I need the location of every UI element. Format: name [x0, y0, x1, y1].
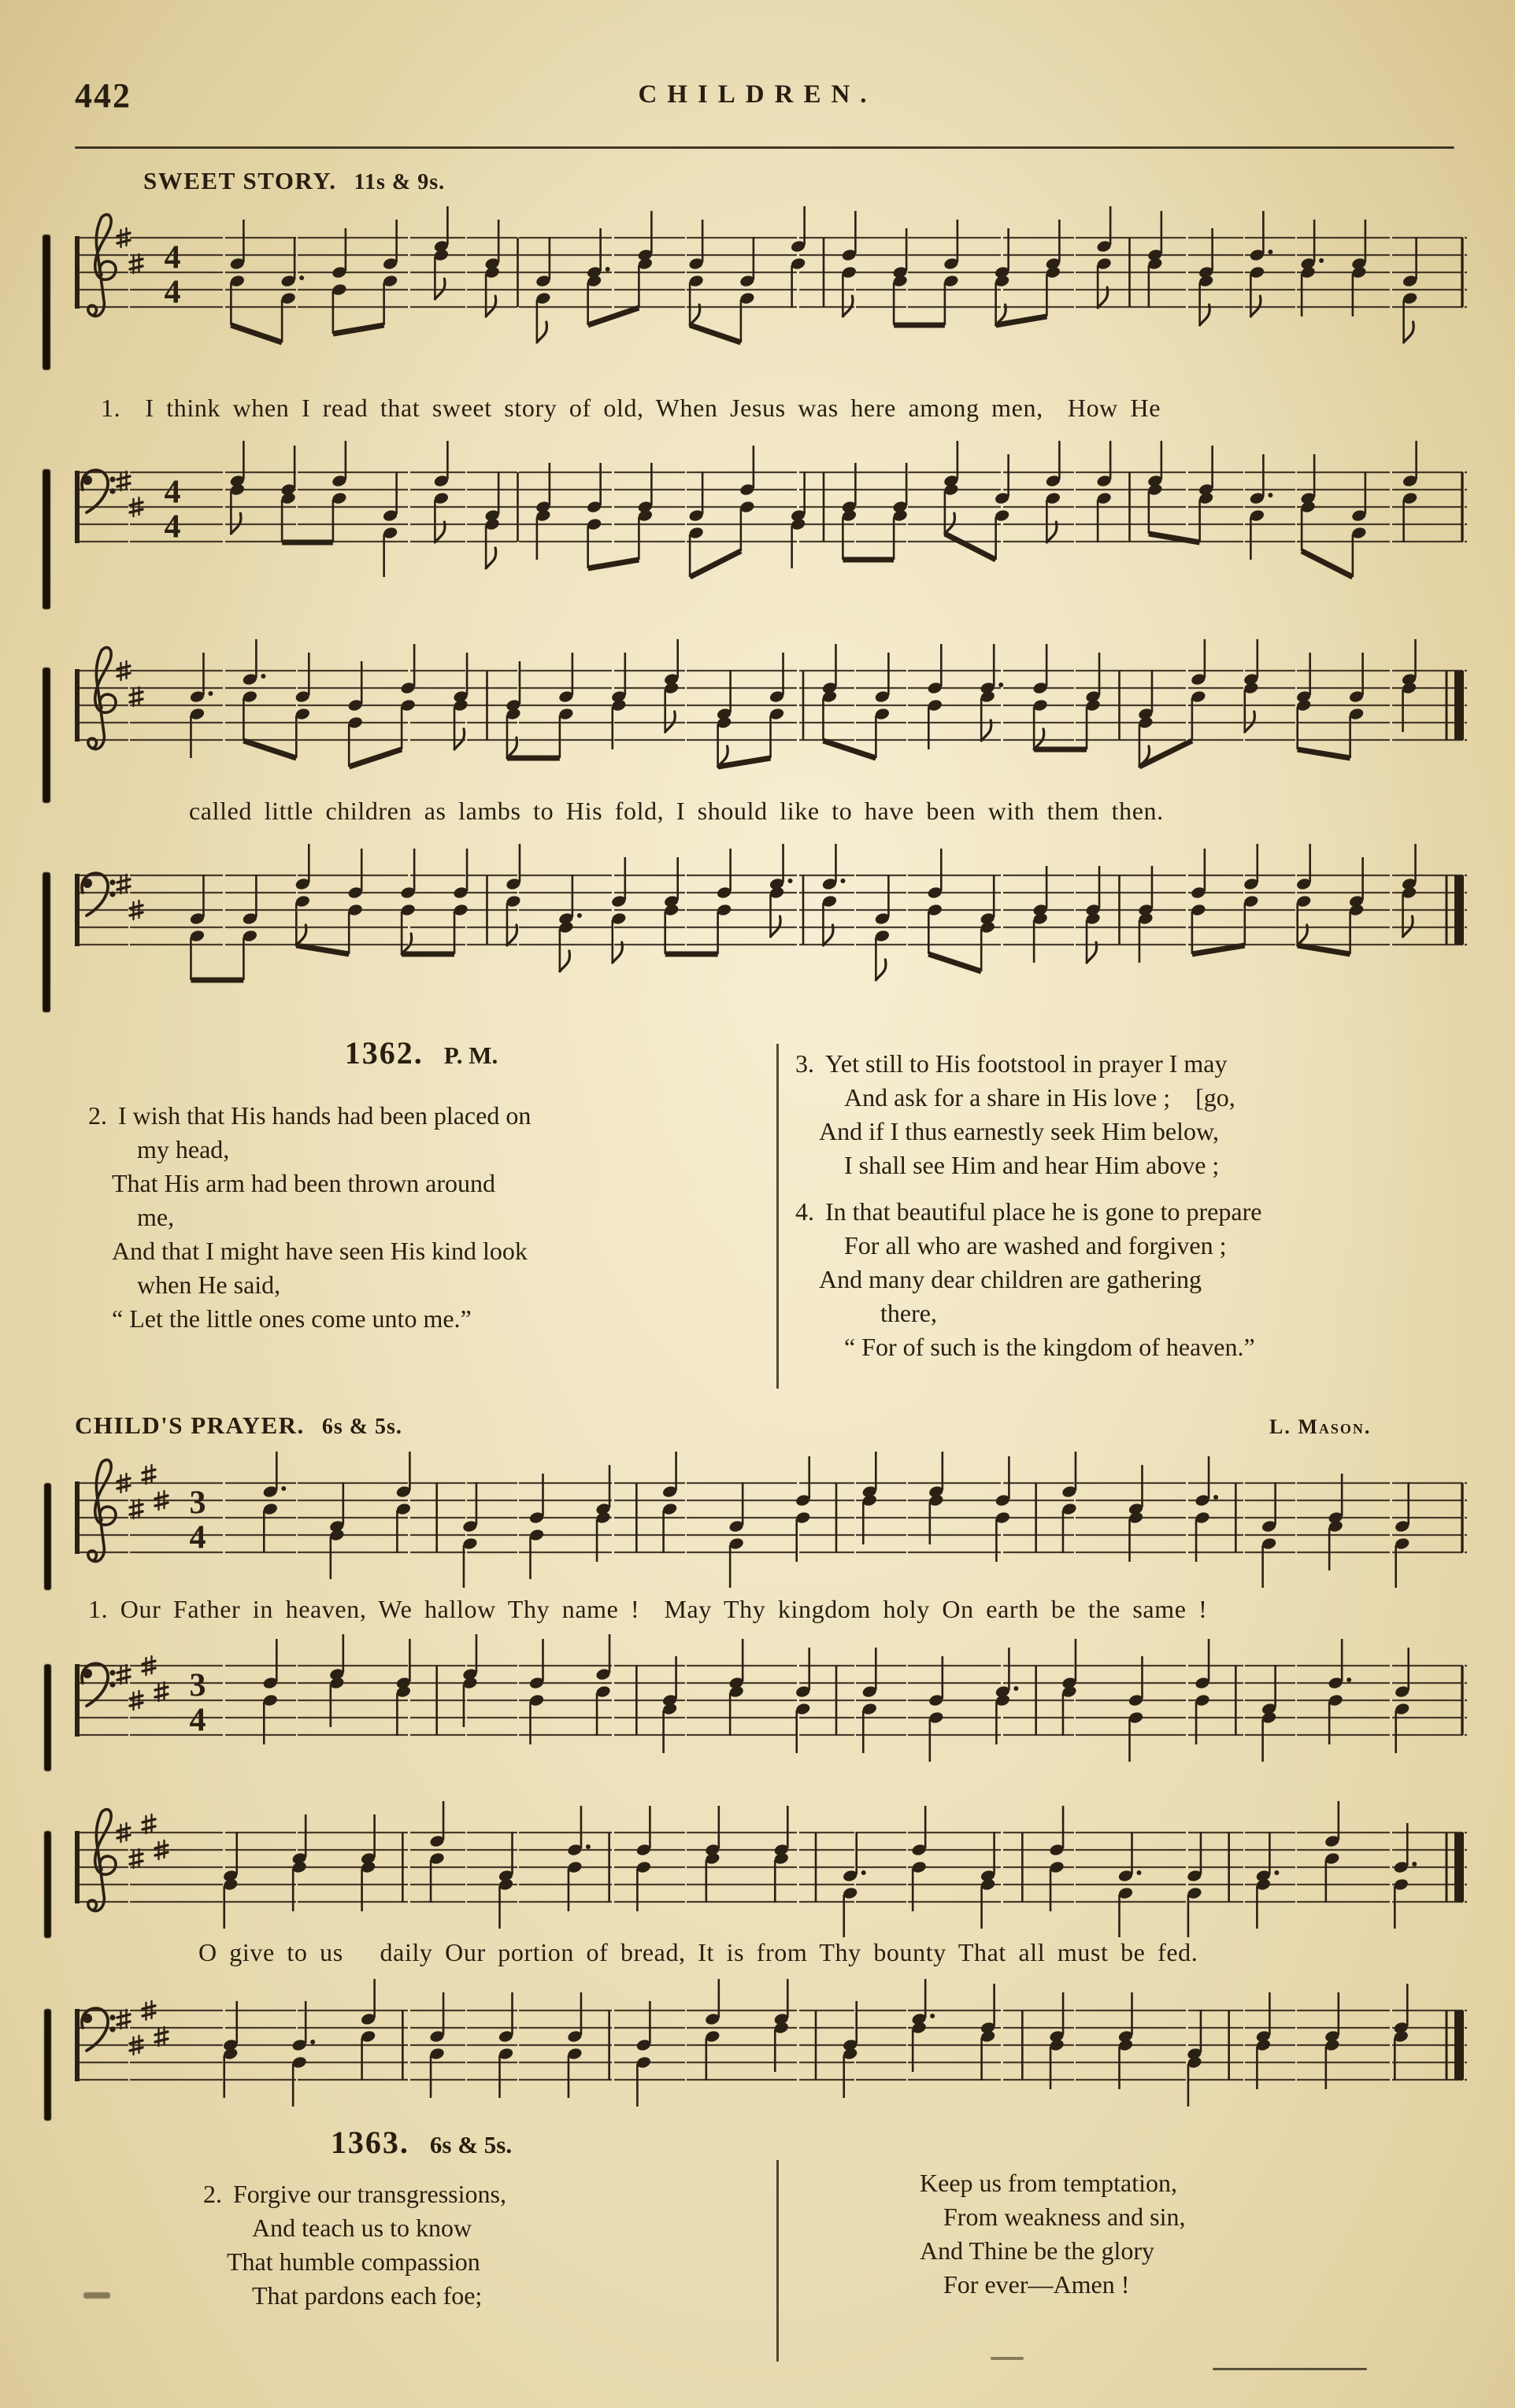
hymn1-verses-left	[88, 1099, 773, 1348]
ink-smudge	[43, 668, 50, 803]
hymn1-number: 1362.	[344, 1035, 424, 1071]
bass-staff	[75, 441, 1470, 598]
hymn2-title-row	[75, 1411, 402, 1440]
svg-text:3: 3	[189, 1667, 206, 1704]
hymn1-meter: 11s & 9s.	[354, 170, 446, 194]
bottom-right-rule	[1213, 2368, 1367, 2370]
verse-line: “ For of such is the kingdom of heaven.”	[844, 1333, 1255, 1361]
verse-line: For all who are washed and forgiven ;	[844, 1231, 1227, 1259]
verse-line: And Thine be the glory	[920, 2236, 1155, 2265]
verse-line: when He said,	[137, 1271, 281, 1299]
lyric-line: 1. Our Father in heaven, We hallow Thy name ! May Thy kingdom holy On earth be the same !	[88, 1595, 1208, 1623]
hymn1-verses-right	[795, 1047, 1488, 1377]
verse-line: 3. Yet still to His footstool in prayer I may	[795, 1049, 1228, 1078]
ink-smudge	[43, 469, 50, 609]
hymn1-number-row	[75, 1034, 768, 1071]
treble-staff	[75, 1801, 1470, 1959]
treble-staff	[75, 639, 1470, 797]
verse-line: And ask for a share in His love ; [go,	[844, 1083, 1235, 1112]
verse-line: For ever—Amen !	[943, 2270, 1130, 2299]
treble-staff	[75, 1452, 1470, 1609]
svg-text:4: 4	[164, 239, 181, 276]
page-number: 442	[75, 76, 131, 115]
lyric-line: called little children as lambs to His fold, I should like to have been with them then.	[189, 797, 1164, 825]
bass-staff	[75, 844, 1470, 1001]
hymn2-verses-right	[920, 2166, 1487, 2314]
hymn2-number-row	[75, 2124, 768, 2161]
ink-smudge	[44, 1831, 51, 1938]
svg-text:4: 4	[164, 474, 181, 511]
hymn2-number-meter: 6s & 5s.	[429, 2131, 513, 2158]
bass-staff	[75, 1634, 1470, 1792]
column-divider	[776, 1044, 779, 1389]
verse-number: 4.	[795, 1197, 814, 1226]
bass-staff	[75, 1979, 1470, 2136]
lyric-line: O give to us daily Our portion of bread, It is from Thy bounty That all must be fed.	[198, 1938, 1198, 1966]
lyric-line: 1. I think when I read that sweet story of old, When Jesus was here among men, How He	[101, 394, 1161, 422]
ink-smudge	[83, 2292, 110, 2299]
verse-line: 2. I wish that His hands had been placed on	[88, 1101, 532, 1130]
verse-number: 3.	[795, 1049, 814, 1078]
hymn2-verses-left	[203, 2177, 770, 2325]
hymn2-number: 1363.	[330, 2125, 409, 2160]
verse	[795, 1047, 1488, 1182]
verse-line: And that I might have seen His kind look	[112, 1237, 528, 1265]
hymn1-title-row	[143, 167, 445, 195]
verse-line: From weakness and sin,	[943, 2203, 1186, 2231]
verse-line: That humble compassion	[227, 2247, 480, 2276]
verse-line: my head,	[137, 1135, 230, 1163]
hymn1-number-meter: P. M.	[443, 1041, 498, 1069]
verse-line: And teach us to know	[252, 2214, 472, 2242]
hymn2-title: CHILD'S PRAYER.	[75, 1411, 305, 1439]
verse-line: Keep us from temptation,	[920, 2169, 1178, 2197]
header-rule	[75, 146, 1454, 149]
hymn1-title: SWEET STORY.	[143, 167, 337, 194]
verse-number: 2.	[88, 1101, 107, 1130]
ink-smudge	[44, 2009, 51, 2121]
column-divider	[776, 2160, 779, 2362]
verse-line: me,	[137, 1203, 175, 1231]
svg-text:3: 3	[189, 1485, 206, 1522]
svg-text:4: 4	[164, 274, 181, 311]
ink-smudge	[44, 1664, 51, 1771]
verse	[88, 1099, 773, 1336]
ink-smudge	[44, 1483, 51, 1590]
verse-line: That His arm had been thrown around	[112, 1169, 495, 1197]
treble-staff	[75, 206, 1470, 364]
verse-line: “ Let the little ones come unto me.”	[112, 1304, 472, 1333]
verse	[203, 2177, 770, 2313]
ink-smudge	[43, 872, 50, 1012]
verse-line: 2. Forgive our transgressions,	[203, 2180, 506, 2208]
verse-line: 4. In that beautiful place he is gone to prepare	[795, 1197, 1262, 1226]
running-header: CHILDREN.	[638, 80, 877, 109]
verse	[920, 2166, 1487, 2302]
verse	[795, 1195, 1488, 1364]
verse-line: I shall see Him and hear Him above ;	[844, 1151, 1220, 1179]
hymn2-composer: L. Mason.	[1269, 1415, 1372, 1438]
hymn2-meter: 6s & 5s.	[321, 1415, 402, 1439]
verse-line: And many dear children are gathering	[819, 1265, 1202, 1293]
bottom-dash-mark	[991, 2357, 1024, 2360]
svg-text:4: 4	[189, 1702, 206, 1739]
verse-line: That pardons each foe;	[252, 2281, 483, 2310]
svg-text:4: 4	[164, 509, 181, 546]
ink-smudge	[43, 235, 50, 370]
verse-line: And if I thus earnestly seek Him below,	[819, 1117, 1220, 1145]
svg-text:4: 4	[189, 1519, 206, 1556]
verse-line: there,	[880, 1299, 937, 1327]
verse-number: 2.	[203, 2180, 222, 2208]
